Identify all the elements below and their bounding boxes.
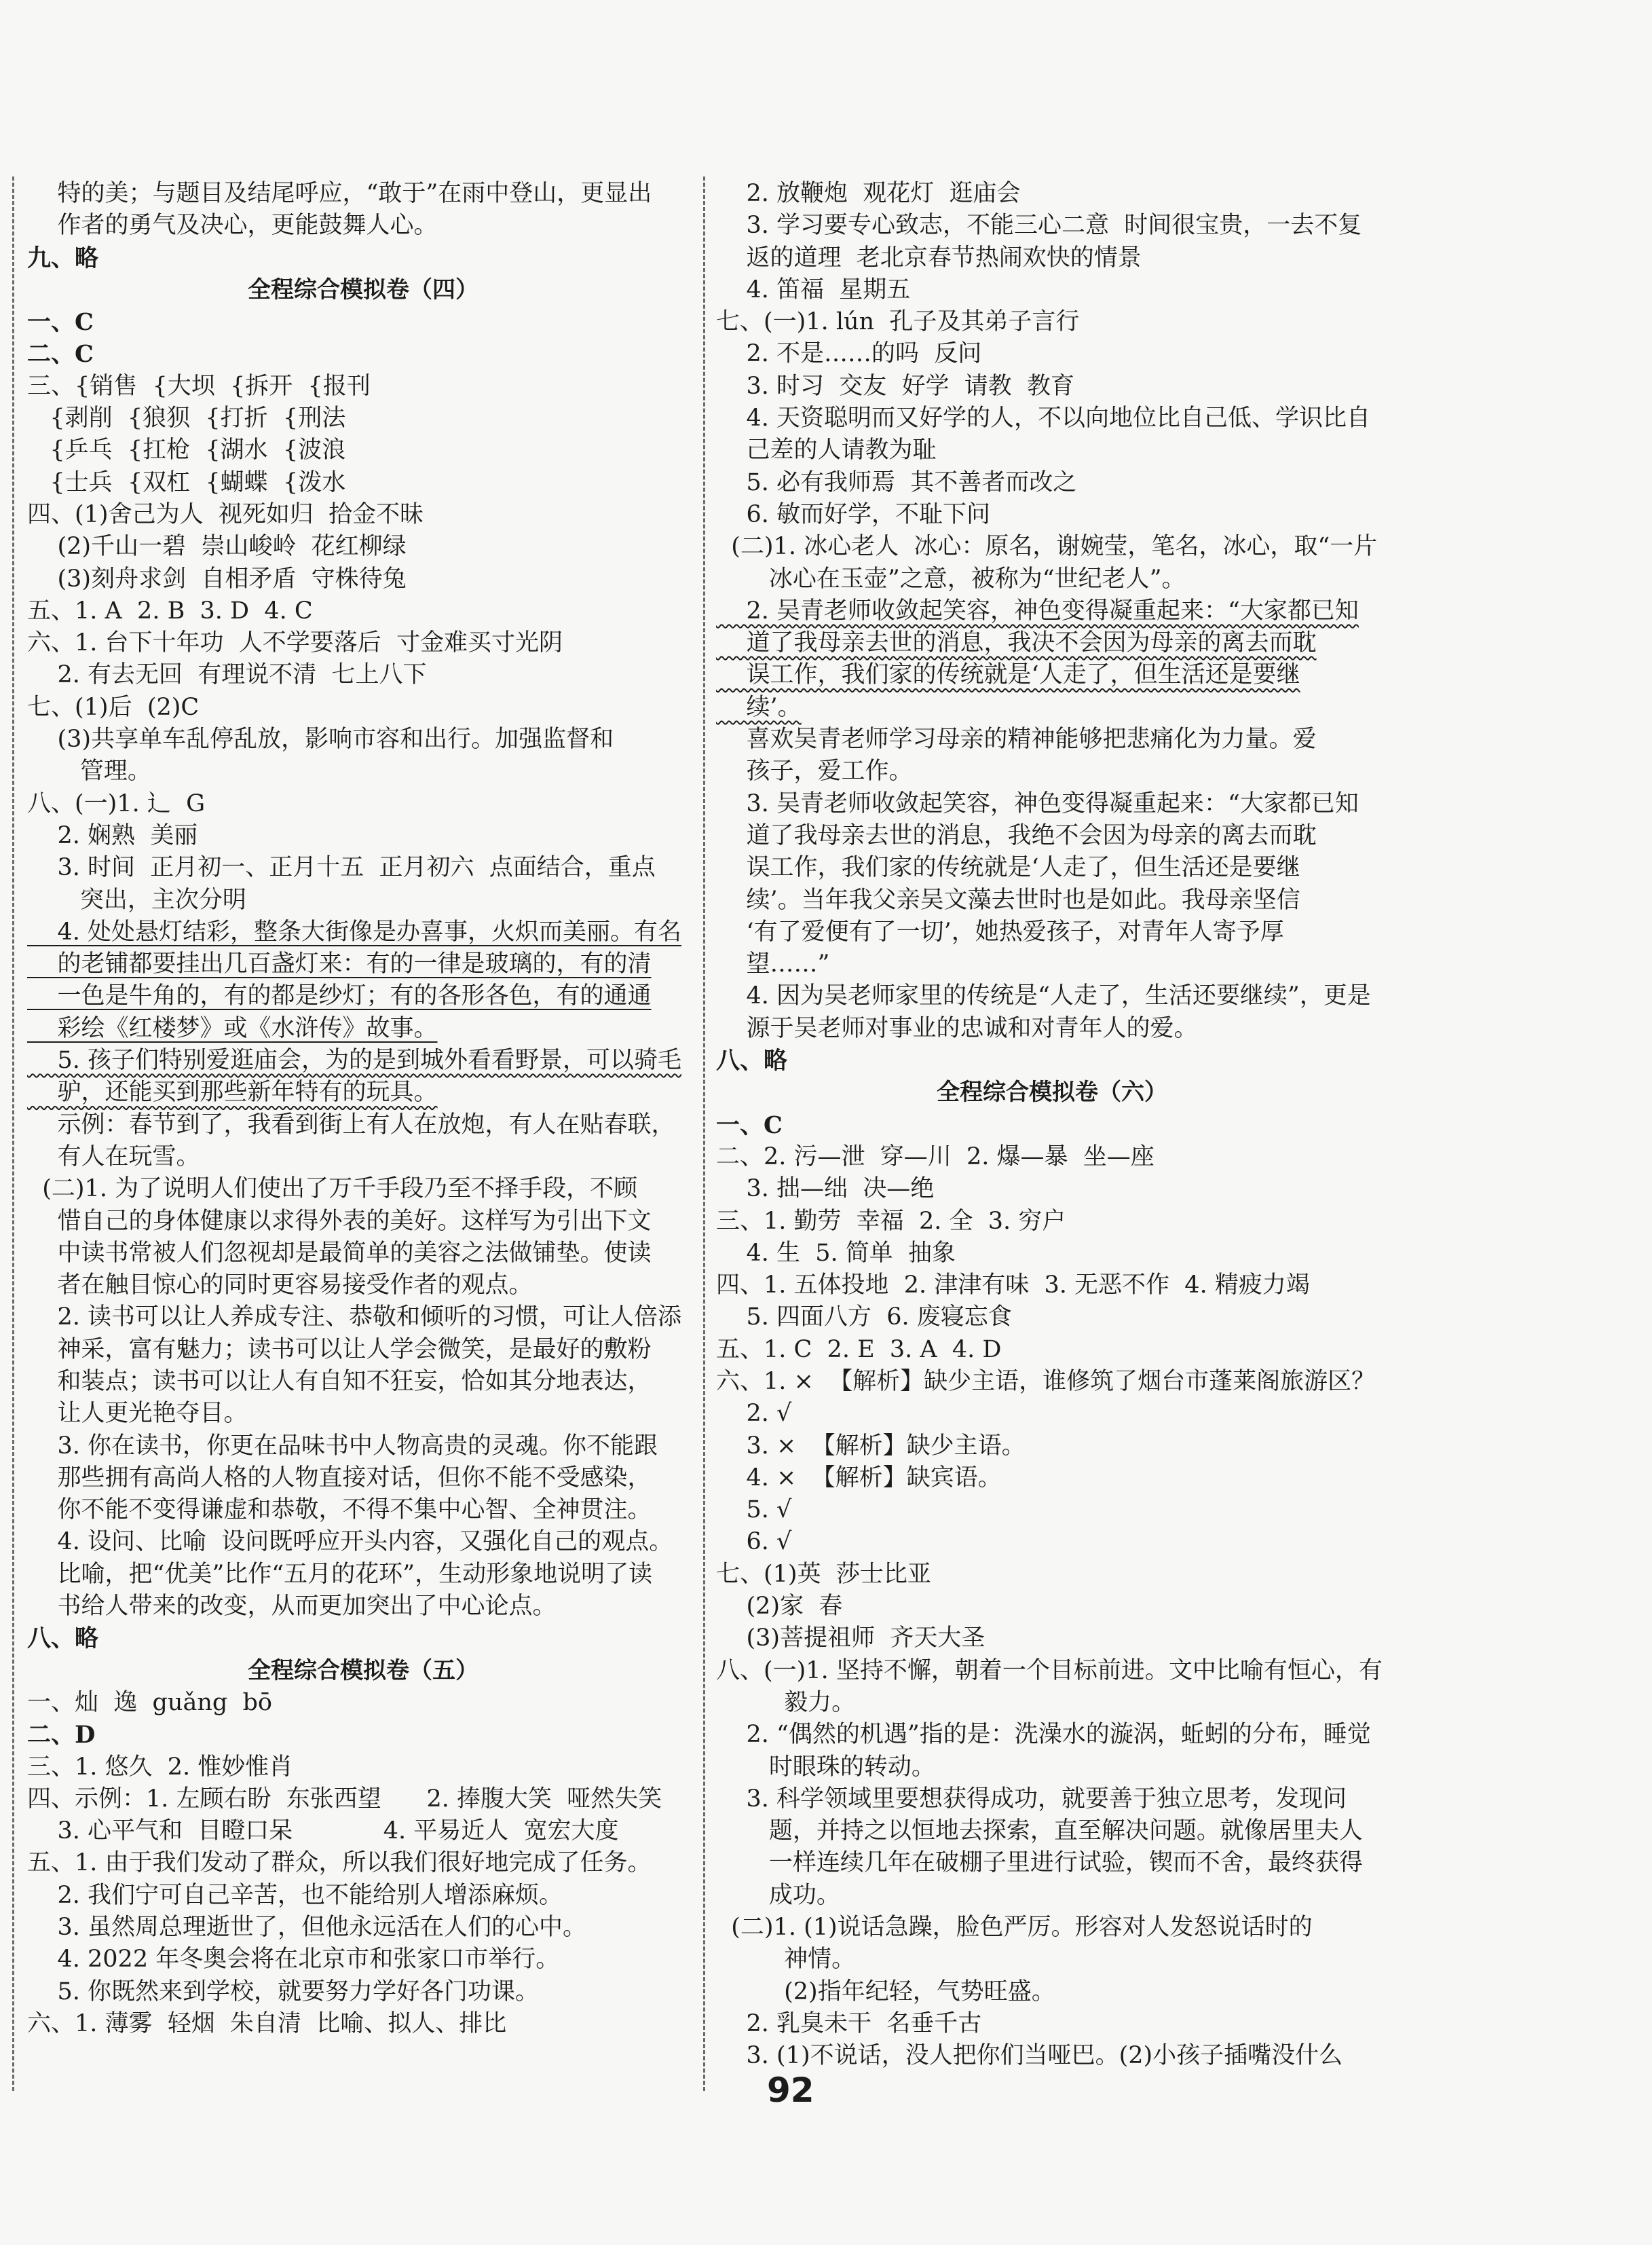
column-divider	[703, 177, 705, 2091]
answer-line: 2. 我们宁可自己辛苦，也不能给别人增添麻烦。	[27, 1881, 563, 1909]
answer-line: 的老铺都要挂出几百盏灯来：有的一律是玻璃的，有的清	[27, 950, 652, 978]
answer-line: 神采，富有魅力；读书可以让人学会微笑，是最好的敷粉	[27, 1335, 652, 1363]
answer-line: {乒乓 {扛枪 {湖水 {波浪	[27, 437, 346, 464]
answer-line: 一、C	[716, 1111, 783, 1139]
answer-line: 七、(1)后 (2)C	[27, 693, 200, 721]
answer-line: 作者的勇气及决心，更能鼓舞人心。	[27, 212, 438, 240]
answer-line: 五、1. C 2. E 3. A 4. D	[716, 1335, 1002, 1363]
answer-line: 3. 你在读书，你更在品味书中人物高贵的灵魂。你不能跟	[27, 1432, 658, 1460]
answer-line: 六、1. 薄雾 轻烟 朱自清 比喻、拟人、排比	[27, 2009, 507, 2037]
answer-line: 6. 敏而好学，不耻下问	[716, 500, 991, 528]
answer-line: 2. 读书可以让人养成专注、恭敬和倾听的习惯，可让人倍添	[27, 1303, 682, 1331]
answer-line: (2)家 春	[716, 1593, 843, 1620]
answer-line: 时眼珠的转动。	[716, 1753, 935, 1781]
answer-line: 4. × 【解析】缺宾语。	[716, 1464, 1002, 1491]
answer-line: (3)菩提祖师 齐天大圣	[716, 1625, 985, 1652]
answer-line: 返的道理 老北京春节热闹欢快的情景	[716, 244, 1142, 272]
section-title: 全程综合模拟卷（六）	[937, 1079, 1167, 1107]
answer-line: 管理。	[27, 758, 151, 785]
answer-line: 3. 时习 交友 好学 请教 教育	[716, 372, 1075, 400]
answer-line: 4. 天资聪明而又好学的人，不以向地位比自己低、学识比自	[716, 405, 1371, 432]
answer-line: 和装点；读书可以让人有自知不狂妄，恰如其分地表达，	[27, 1367, 652, 1395]
answer-line: 道了我母亲去世的消息，我决不会因为母亲的离去而耽	[716, 629, 1317, 657]
answer-line: 4. 2022 年冬奥会将在北京市和张家口市举行。	[27, 1946, 560, 1973]
answer-line: 三、{销售 {大坝 {拆开 {报刊	[27, 372, 371, 400]
answer-line: 二、D	[27, 1721, 96, 1749]
answer-line: 4. 因为吴老师家里的传统是“人走了，生活还要继续”，更是	[716, 982, 1371, 1010]
answer-line: 3. 科学领域里要想获得成功，就要善于独立思考，发现问	[716, 1785, 1347, 1813]
answer-line: 让人更光艳夺目。	[27, 1400, 248, 1428]
answer-line: 5. 必有我师焉 其不善者而改之	[716, 468, 1077, 496]
left-margin-line	[12, 177, 14, 2091]
answer-line: 二、2. 污—泄 穿—川 2. 爆—暴 坐—座	[716, 1143, 1154, 1170]
answer-line: 四、(1)舍己为人 视死如归 拾金不昧	[27, 500, 424, 528]
answer-line: 5. √	[716, 1496, 792, 1524]
answer-line: 八、(一)1. 坚持不懈，朝着一个目标前进。文中比喻有恒心，有	[716, 1656, 1383, 1684]
answer-line: 特的美；与题目及结尾呼应，“敢于”在雨中登山，更显出	[27, 180, 652, 207]
answer-line: 三、1. 勤劳 幸福 2. 全 3. 穷户	[716, 1207, 1066, 1235]
answer-line: 5. 孩子们特别爱逛庙会，为的是到城外看看野景，可以骑毛	[27, 1047, 682, 1075]
answer-line: 源于吴老师对事业的忠诚和对青年人的爱。	[716, 1014, 1198, 1042]
answer-line: 一色是牛角的，有的都是纱灯；有的各形各色，有的通通	[27, 982, 652, 1010]
answer-line: 书给人带来的改变，从而更加突出了中心论点。	[27, 1593, 557, 1620]
answer-line: 2. 娴熟 美丽	[27, 821, 198, 849]
answer-line: 3. 时间 正月初一、正月十五 正月初六 点面结合，重点	[27, 854, 656, 882]
answer-line: 误工作，我们家的传统就是‘人走了，但生活还是要继	[716, 661, 1300, 689]
answer-line: {剥削 {狼狈 {打折 {刑法	[27, 405, 346, 432]
page-number: 92	[767, 2071, 814, 2110]
answer-line: 突出，主次分明	[27, 886, 246, 914]
answer-line: 二、C	[27, 340, 94, 369]
answer-line: 毅力。	[716, 1688, 856, 1716]
answer-line: 你不能不变得谦虚和恭敬，不得不集中心智、全神贯注。	[27, 1496, 652, 1524]
answer-line: (二)1. 为了说明人们使出了万千手段乃至不择手段，不顾	[27, 1175, 638, 1203]
answer-line: 2. “偶然的机遇”指的是：洗澡水的漩涡，蚯蚓的分布，睡觉	[716, 1721, 1371, 1749]
answer-line: 四、示例：1. 左顾右盼 东张西望 2. 捧腹大笑 哑然失笑	[27, 1785, 662, 1813]
answer-line: 示例：春节到了，我看到街上有人在放炮，有人在贴春联，	[27, 1111, 675, 1138]
answer-line: 2. 不是……的吗 反问	[716, 340, 982, 368]
answer-line: (3)刻舟求剑 自相矛盾 守株待兔	[27, 565, 407, 593]
answer-line: 5. 你既然来到学校，就要努力学好各门功课。	[27, 1978, 540, 2005]
answer-line: 3. 吴青老师收敛起笑容，神色变得凝重起来：“大家都已知	[716, 790, 1359, 817]
answer-line: 惜自己的身体健康以求得外表的美好。这样写为引出下文	[27, 1207, 652, 1235]
answer-line: 续’。	[716, 693, 802, 721]
answer-line: 神情。	[716, 1946, 856, 1973]
answer-line: 四、1. 五体投地 2. 津津有味 3. 无恶不作 4. 精疲力竭	[716, 1272, 1310, 1299]
answer-line: 2. 乳臭未干 名垂千古	[716, 2009, 982, 2037]
answer-line: 道了我母亲去世的消息，我绝不会因为母亲的离去而耽	[716, 821, 1317, 849]
answer-line: 4. 笛福 星期五	[716, 276, 911, 303]
section-title: 全程综合模拟卷（五）	[248, 1656, 478, 1684]
answer-line: (2)指年纪轻，气势旺盛。	[716, 1978, 1055, 2005]
answer-line: 七、(一)1. lún 孔子及其弟子言行	[716, 308, 1080, 336]
answer-line: 六、1. × 【解析】缺少主语，谁修筑了烟台市蓬莱阁旅游区？	[716, 1367, 1376, 1395]
answer-line: 2. √	[716, 1400, 792, 1428]
answer-line: 冰心在玉壶”之意，被称为“世纪老人”。	[716, 565, 1186, 593]
answer-line: 3. 虽然周总理逝世了，但他永远活在人们的心中。	[27, 1914, 587, 1942]
answer-line: 己差的人请教为耻	[716, 437, 937, 464]
answer-line: 续’。当年我父亲吴文藻去世时也是如此。我母亲坚信	[716, 886, 1300, 914]
answer-line: 3. (1)不说话，没人把你们当哑巴。(2)小孩子插嘴没什么	[716, 2042, 1343, 2070]
answer-line: 题，并持之以恒地去探索，直至解决问题。就像居里夫人	[716, 1817, 1363, 1845]
answer-line: 2. 吴青老师收敛起笑容，神色变得凝重起来：“大家都已知	[716, 597, 1359, 625]
answer-line: 者在触目惊心的同时更容易接受作者的观点。	[27, 1272, 533, 1299]
answer-line: 一、C	[27, 308, 94, 337]
answer-line: 4. 设问、比喻 设问既呼应开头内容，又强化自己的观点。	[27, 1528, 673, 1556]
answer-line: 七、(1)英 莎士比亚	[716, 1560, 931, 1588]
answer-line: 2. 放鞭炮 观花灯 逛庙会	[716, 180, 1021, 207]
answer-line: 八、略	[716, 1047, 788, 1075]
section-title: 全程综合模拟卷（四）	[248, 276, 478, 303]
answer-line: 三、1. 悠久 2. 惟妙惟肖	[27, 1753, 293, 1781]
answer-line: 望……”	[716, 950, 830, 978]
right-column	[716, 178, 1388, 2073]
answer-line: (二)1. 冰心老人 冰心：原名，谢婉莹，笔名，冰心，取“一片	[716, 533, 1378, 561]
answer-line: 5. 四面八方 6. 废寝忘食	[716, 1303, 1012, 1331]
answer-line: 八、(一)1. 辶 G	[27, 790, 206, 817]
answer-line: 中读书常被人们忽视却是最简单的美容之法做铺垫。使读	[27, 1239, 652, 1267]
answer-line: 6. √	[716, 1528, 792, 1556]
answer-line: 误工作，我们家的传统就是‘人走了，但生活还是要继	[716, 854, 1300, 882]
answer-line: 一样连续几年在破棚子里进行试验，锲而不舍，最终获得	[716, 1849, 1363, 1877]
answer-line: 五、1. A 2. B 3. D 4. C	[27, 597, 313, 625]
answer-line: (二)1. (1)说话急躁，脸色严厉。形容对人发怒说话时的	[716, 1914, 1313, 1942]
answer-line: 有人在玩雪。	[27, 1143, 200, 1170]
answer-line: 3. 拙—绌 决—绝	[716, 1175, 935, 1203]
answer-line: 3. × 【解析】缺少主语。	[716, 1432, 1026, 1460]
answer-line: 孩子，爱工作。	[716, 758, 913, 785]
answer-line: 3. 学习要专心致志，不能三心二意 时间很宝贵，一去不复	[716, 212, 1362, 240]
answer-line: 驴，还能买到那些新年特有的玩具。	[27, 1079, 438, 1107]
answer-line: 3. 心平气和 目瞪口呆 4. 平易近人 宽宏大度	[27, 1817, 619, 1845]
answer-line: 成功。	[716, 1881, 840, 1909]
answer-line: 4. 生 5. 简单 抽象	[716, 1239, 956, 1267]
answer-line: 2. 有去无回 有理说不清 七上八下	[27, 661, 427, 689]
answer-line: 4. 处处悬灯结彩，整条大街像是办喜事，火炽而美丽。有名	[27, 918, 682, 946]
answer-line: 九、略	[27, 244, 99, 272]
answer-line: 五、1. 由于我们发动了群众，所以我们很好地完成了任务。	[27, 1849, 652, 1877]
answer-line: 比喻，把“优美”比作“五月的花环”，生动形象地说明了读	[27, 1560, 653, 1588]
answer-line: 喜欢吴青老师学习母亲的精神能够把悲痛化为力量。爱	[716, 726, 1317, 754]
answer-line: 八、略	[27, 1625, 99, 1653]
answer-line: 彩绘《红楼梦》或《水浒传》故事。	[27, 1014, 438, 1042]
answer-line: (3)共享单车乱停乱放，影响市容和出行。加强监督和	[27, 726, 614, 754]
answer-line: 那些拥有高尚人格的人物直接对话，但你不能不受感染，	[27, 1464, 652, 1491]
answer-line: (2)千山一碧 崇山峻岭 花红柳绿	[27, 533, 407, 561]
answer-line: 一、灿 逸 guǎng bō	[27, 1688, 272, 1716]
answer-line: 六、1. 台下十年功 人不学要落后 寸金难买寸光阴	[27, 629, 563, 657]
answer-line: ‘有了爱便有了一切’，她热爱孩子，对青年人寄予厚	[716, 918, 1284, 946]
left-column	[27, 178, 699, 2040]
answer-line: {士兵 {双杠 {蝴蝶 {泼水	[27, 468, 346, 496]
